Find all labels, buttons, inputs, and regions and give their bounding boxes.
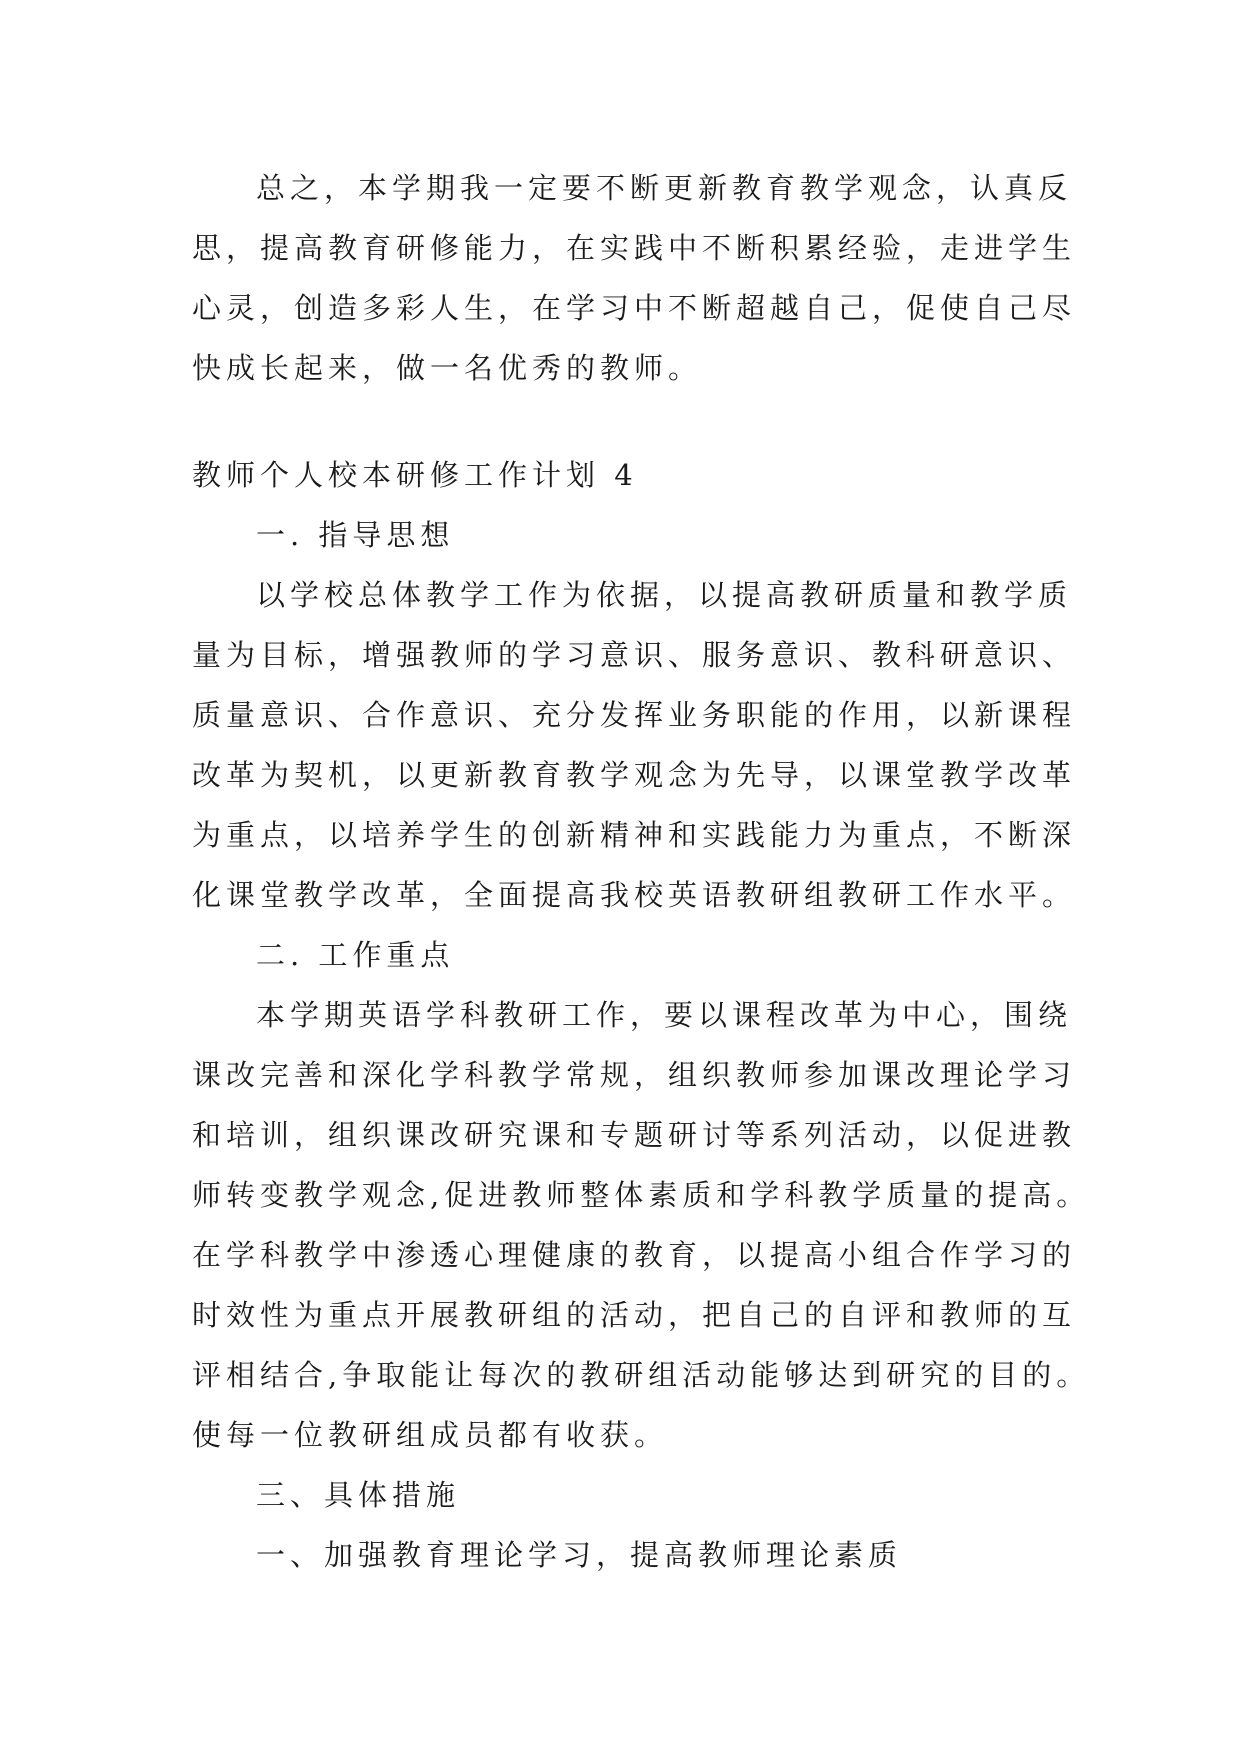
heading-guiding-ideology: 一. 指导思想: [256, 518, 455, 552]
paragraph-line: 和培训，组织课改研究课和专题研讨等系列活动，以促进教: [192, 1118, 1077, 1152]
paragraph-line: 时效性为重点开展教研组的活动，把自己的自评和教师的互: [192, 1298, 1077, 1332]
paragraph-line: 本学期英语学科教研工作，要以课程改革为中心，围绕: [256, 998, 1073, 1032]
heading-work-focus: 二. 工作重点: [256, 938, 455, 972]
paragraph-line: 使每一位教研组成员都有收获。: [192, 1418, 669, 1452]
paragraph-line: 师转变教学观念,促进教师整体素质和学科教学质量的提高。: [192, 1178, 1091, 1212]
paragraph-line: 量为目标，增强教师的学习意识、服务意识、教科研意识、: [192, 638, 1077, 672]
paragraph-line: 心灵，创造多彩人生，在学习中不断超越自己，促使自己尽: [192, 291, 1077, 325]
conclusion-paragraph: [192, 158, 1077, 398]
paragraph-line: 改革为契机，以更新教育教学观念为先导，以课堂教学改革: [192, 758, 1077, 792]
paragraph-line: 在学科教学中渗透心理健康的教育，以提高小组合作学习的: [192, 1238, 1077, 1272]
paragraph-line: 为重点，以培养学生的创新精神和实践能力为重点，不断深: [192, 818, 1077, 852]
heading-theory-study: 一、加强教育理论学习，提高教师理论素质: [256, 1538, 903, 1572]
heading-specific-measures: 三、具体措施: [256, 1478, 461, 1512]
plan-section: [192, 445, 1091, 1585]
paragraph-line: 评相结合,争取能让每次的教研组活动能够达到研究的目的。: [192, 1358, 1091, 1392]
section-title: 教师个人校本研修工作计划 4: [192, 458, 638, 492]
paragraph-line: 以学校总体教学工作为依据，以提高教研质量和教学质: [256, 578, 1073, 612]
paragraph-line: 质量意识、合作意识、充分发挥业务职能的作用，以新课程: [192, 698, 1077, 732]
paragraph-line: 课改完善和深化学科教学常规，组织教师参加课改理论学习: [192, 1058, 1077, 1092]
paragraph-line: 快成长起来，做一名优秀的教师。: [192, 351, 703, 385]
paragraph-line: 化课堂教学改革，全面提高我校英语教研组教研工作水平。: [192, 878, 1077, 912]
paragraph-line: 思，提高教育研修能力，在实践中不断积累经验，走进学生: [192, 231, 1077, 265]
paragraph-line: 总之，本学期我一定要不断更新教育教学观念，认真反: [256, 171, 1073, 205]
